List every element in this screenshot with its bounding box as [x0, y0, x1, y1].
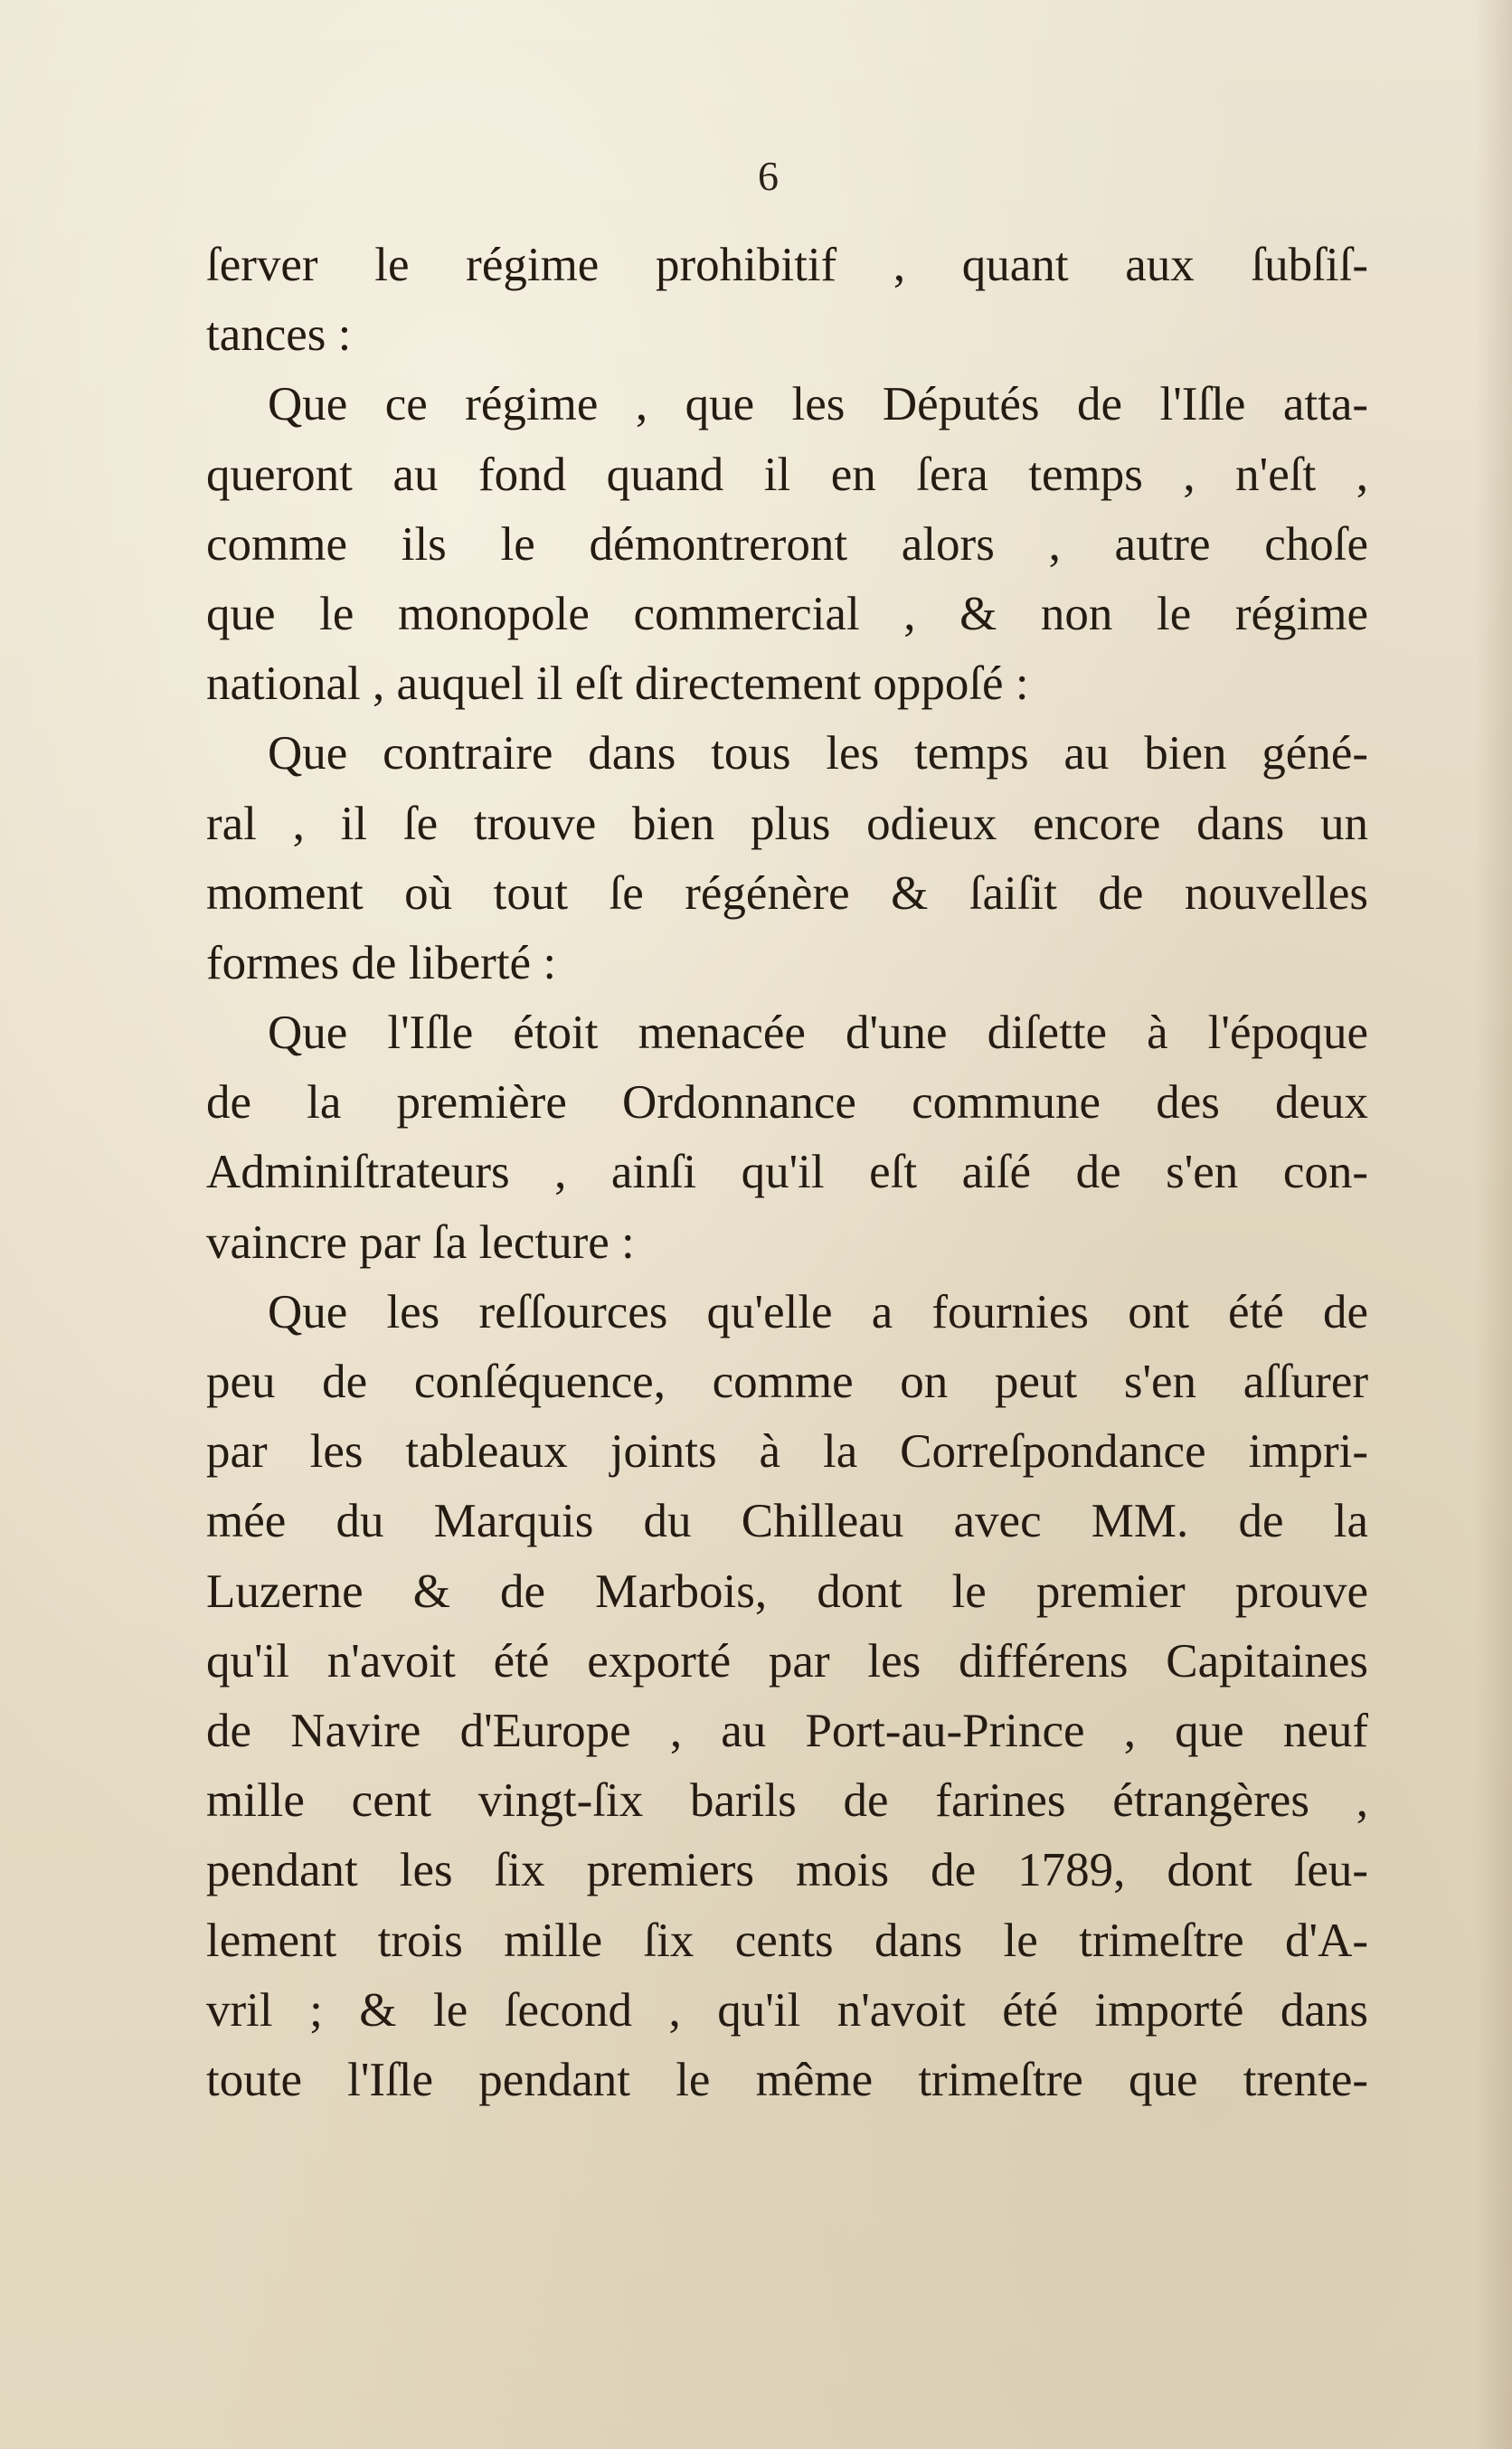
- text-line: Que les reſſources qu'elle a fournies ont été de: [268, 1285, 1368, 1338]
- page-number: 6: [758, 153, 779, 199]
- text-line: lement trois mille ſix cents dans le trimeſtre d'A-: [206, 1914, 1368, 1967]
- text-line: national , auquel il eſt directement oppoſé :: [206, 657, 1029, 711]
- text-line: Que ce régime , que les Députés de l'Iſle atta-: [268, 378, 1368, 431]
- body-text: [206, 231, 1368, 2115]
- page-edge-shadow: [1476, 0, 1512, 2449]
- text-line: toute l'Iſle pendant le même trimeſtre que trente-: [206, 2053, 1368, 2106]
- text-line: queront au fond quand il en ſera temps , n'eſt ,: [206, 448, 1368, 501]
- text-line: mille cent vingt-ſix barils de farines étrangères ,: [206, 1774, 1368, 1828]
- text-line: ral , il ſe trouve bien plus odieux encore dans un: [206, 797, 1368, 850]
- text-line: par les tableaux joints à la Correſpondance impri-: [206, 1425, 1368, 1479]
- text-line: vril ; & le ſecond , qu'il n'avoit été importé dans: [206, 1983, 1368, 2037]
- text-line: peu de conſéquence, comme on peut s'en aſſurer: [206, 1356, 1368, 1408]
- text-line: ſerver le régime prohibitif , quant aux ſubſiſ-: [206, 239, 1368, 291]
- text-line: tances :: [206, 308, 352, 362]
- text-line: Adminiſtrateurs , ainſi qu'il eſt aiſé de s'en con-: [206, 1146, 1368, 1199]
- text-line: Que l'Iſle étoit menacée d'une diſette à l'époque: [268, 1007, 1368, 1060]
- text-line: vaincre par ſa lecture :: [206, 1215, 635, 1269]
- text-line: mée du Marquis du Chilleau avec MM. de la: [206, 1495, 1368, 1548]
- text-line: formes de liberté :: [206, 936, 557, 989]
- text-line: que le monopole commercial , & non le régime: [206, 587, 1368, 640]
- text-line: comme ils le démontreront alors , autre choſe: [206, 517, 1368, 571]
- text-line: de la première Ordonnance commune des deux: [206, 1076, 1368, 1130]
- text-line: qu'il n'avoit été exporté par les différens Capitaines: [206, 1634, 1368, 1688]
- text-line: pendant les ſix premiers mois de 1789, dont ſeu-: [206, 1844, 1368, 1897]
- text-line: Que contraire dans tous les temps au bien géné-: [268, 727, 1368, 780]
- text-line: Luzerne & de Marbois, dont le premier prouve: [206, 1565, 1368, 1618]
- text-line: de Navire d'Europe , au Port-au-Prince , que neuf: [206, 1704, 1368, 1757]
- text-line: moment où tout ſe régénère & ſaiſit de nouvelles: [206, 866, 1368, 920]
